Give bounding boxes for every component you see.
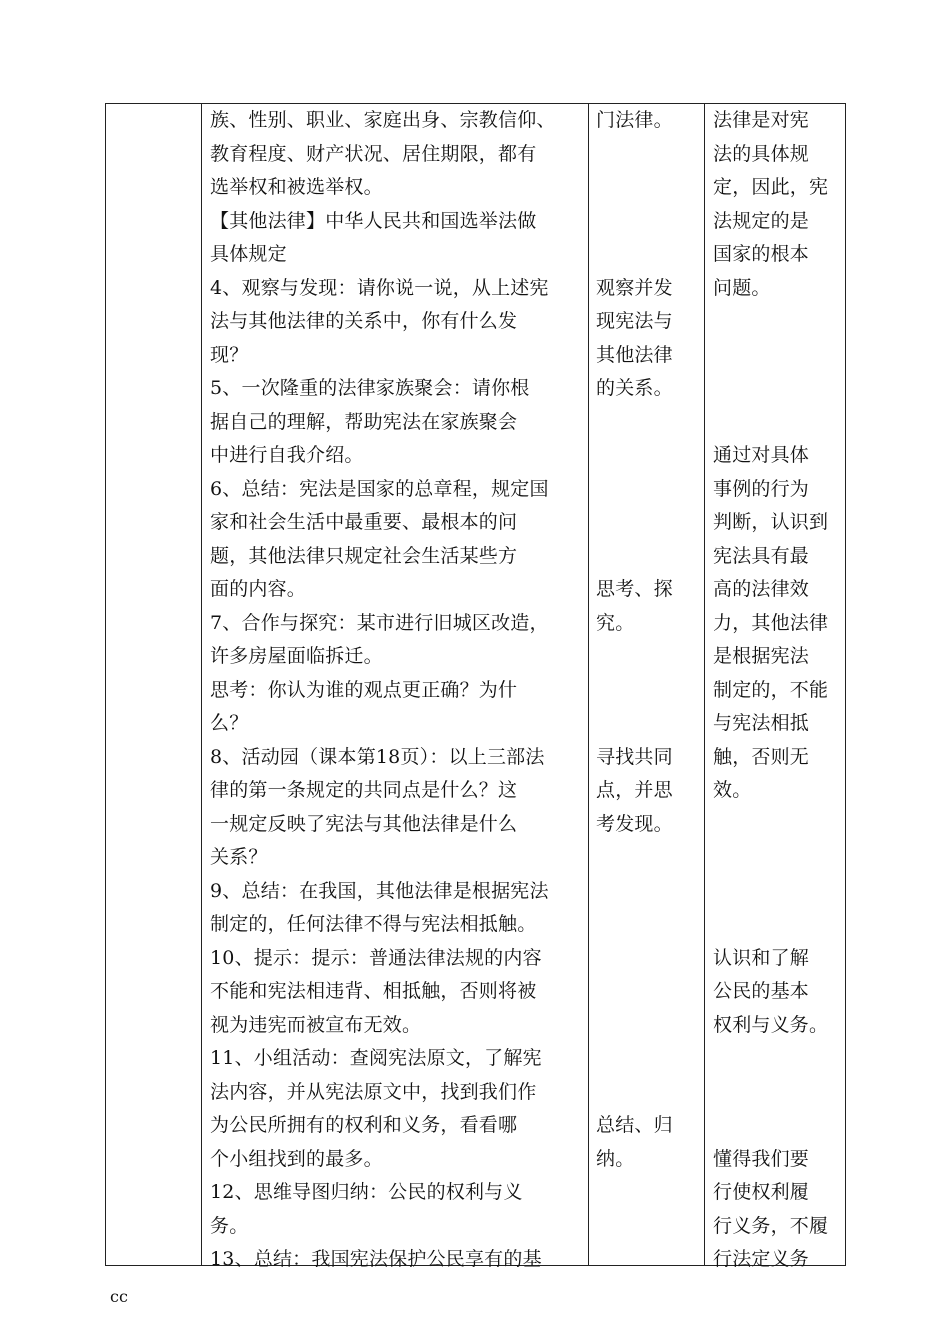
content-line: 现？ [210,343,249,366]
column-divider [704,104,705,1265]
content-line: 13、总结：我国宪法保护公民享有的基 [210,1248,542,1270]
content-line: 许多房屋面临拆迁。 [210,645,383,667]
column-divider [588,104,589,1265]
content-line: 据自己的理解，帮助宪法在家族聚会 [210,410,518,433]
intent-line: 力，其他法律 [713,611,829,634]
activity-line: 观察并发 [596,276,673,299]
intent-line: 效。 [713,779,752,801]
content-line: 8、活动园（课本第18页）：以上三部法 [210,745,545,768]
content-line: 9、总结：在我国，其他法律是根据宪法 [210,879,549,902]
intent-line: 法律是对宪 [713,109,810,131]
intent-line: 事例的行为 [713,477,810,500]
intent-line: 与宪法相抵 [713,712,810,734]
content-line: 面的内容。 [210,578,307,600]
intent-line: 宪法具有最 [713,544,810,567]
content-line: 4、观察与发现：请你说一说，从上述宪 [210,276,549,299]
content-line: 视为违宪而被宣布无效。 [210,1013,422,1036]
activity-line: 其他法律 [596,343,673,366]
intent-line: 高的法律效 [713,578,810,600]
content-line: 选举权和被选举权。 [210,176,383,198]
intent-line: 法的具体规 [713,142,810,165]
content-line: 个小组找到的最多。 [210,1147,383,1170]
intent-line: 懂得我们要 [713,1147,810,1170]
content-line: 思考：你认为谁的观点更正确？为什 [210,678,518,701]
content-line: 11、小组活动：查阅宪法原文，了解宪 [210,1047,542,1069]
activity-line: 门法律。 [596,109,673,131]
content-line: 为公民所拥有的权利和义务，看看哪 [210,1114,518,1136]
content-line: 法内容，并从宪法原文中，找到我们作 [210,1080,537,1103]
content-line: 一规定反映了宪法与其他法律是什么 [210,812,518,835]
content-line: 关系？ [210,846,268,868]
activity-line: 思考、探 [596,578,673,600]
intent-line: 行使权利履 [713,1181,810,1203]
intent-line: 问题。 [713,276,771,299]
content-line: 家和社会生活中最重要、最根本的问 [210,511,518,533]
content-line: 6、总结：宪法是国家的总章程，规定国 [210,477,549,500]
activity-line: 点，并思 [596,779,673,801]
student-activity-column [596,104,700,1176]
content-line: 中进行自我介绍。 [210,444,364,466]
design-intent-column [713,104,843,1277]
content-line: 12、思维导图归纳：公民的权利与义 [210,1181,523,1203]
activity-line: 的关系。 [596,377,673,399]
intent-line: 触，否则无 [713,745,810,768]
intent-line: 认识和了解 [713,946,810,969]
teaching-content-column [210,104,582,1277]
content-line: 【其他法律】中华人民共和国选举法做 [210,209,537,232]
intent-line: 国家的根本 [713,243,810,265]
activity-line: 寻找共同 [596,745,673,768]
intent-line: 公民的基本 [713,980,810,1002]
intent-line: 行义务，不履 [713,1214,829,1237]
content-line: 题，其他法律只规定社会生活某些方 [210,544,518,567]
activity-line: 现宪法与 [596,310,673,332]
content-line: 教育程度、财产状况、居住期限，都有 [210,142,537,165]
intent-line: 制定的，不能 [713,678,829,701]
activity-line: 究。 [596,611,635,634]
activity-line: 考发现。 [596,812,673,835]
content-line: 律的第一条规定的共同点是什么？这 [210,779,518,801]
content-line: 5、一次隆重的法律家族聚会：请你根 [210,377,530,399]
content-line: 法与其他法律的关系中，你有什么发 [210,310,518,332]
content-line: 10、提示：提示：普通法律法规的内容 [210,946,542,969]
intent-line: 通过对具体 [713,444,810,466]
intent-line: 是根据宪法 [713,645,810,667]
intent-line: 判断，认识到 [713,511,829,533]
content-line: 具体规定 [210,243,287,265]
intent-line: 行法定义务 [713,1248,810,1270]
content-line: 族、性别、职业、家庭出身、宗教信仰、 [210,109,556,131]
intent-line: 定，因此，宪 [713,176,829,198]
activity-line: 纳。 [596,1147,635,1170]
content-line: 不能和宪法相违背、相抵触，否则将被 [210,980,537,1002]
content-line: 7、合作与探究：某市进行旧城区改造， [210,611,549,634]
lesson-table [105,103,846,1270]
activity-line: 总结、归 [596,1114,673,1136]
content-line: 务。 [210,1214,249,1237]
column-divider [201,104,202,1265]
intent-line: 权利与义务。 [713,1013,829,1036]
content-line: 么？ [210,712,249,734]
content-line: 制定的，任何法律不得与宪法相抵触。 [210,913,537,935]
page-footer-text: cc [110,1287,128,1306]
intent-line: 法规定的是 [713,209,810,232]
